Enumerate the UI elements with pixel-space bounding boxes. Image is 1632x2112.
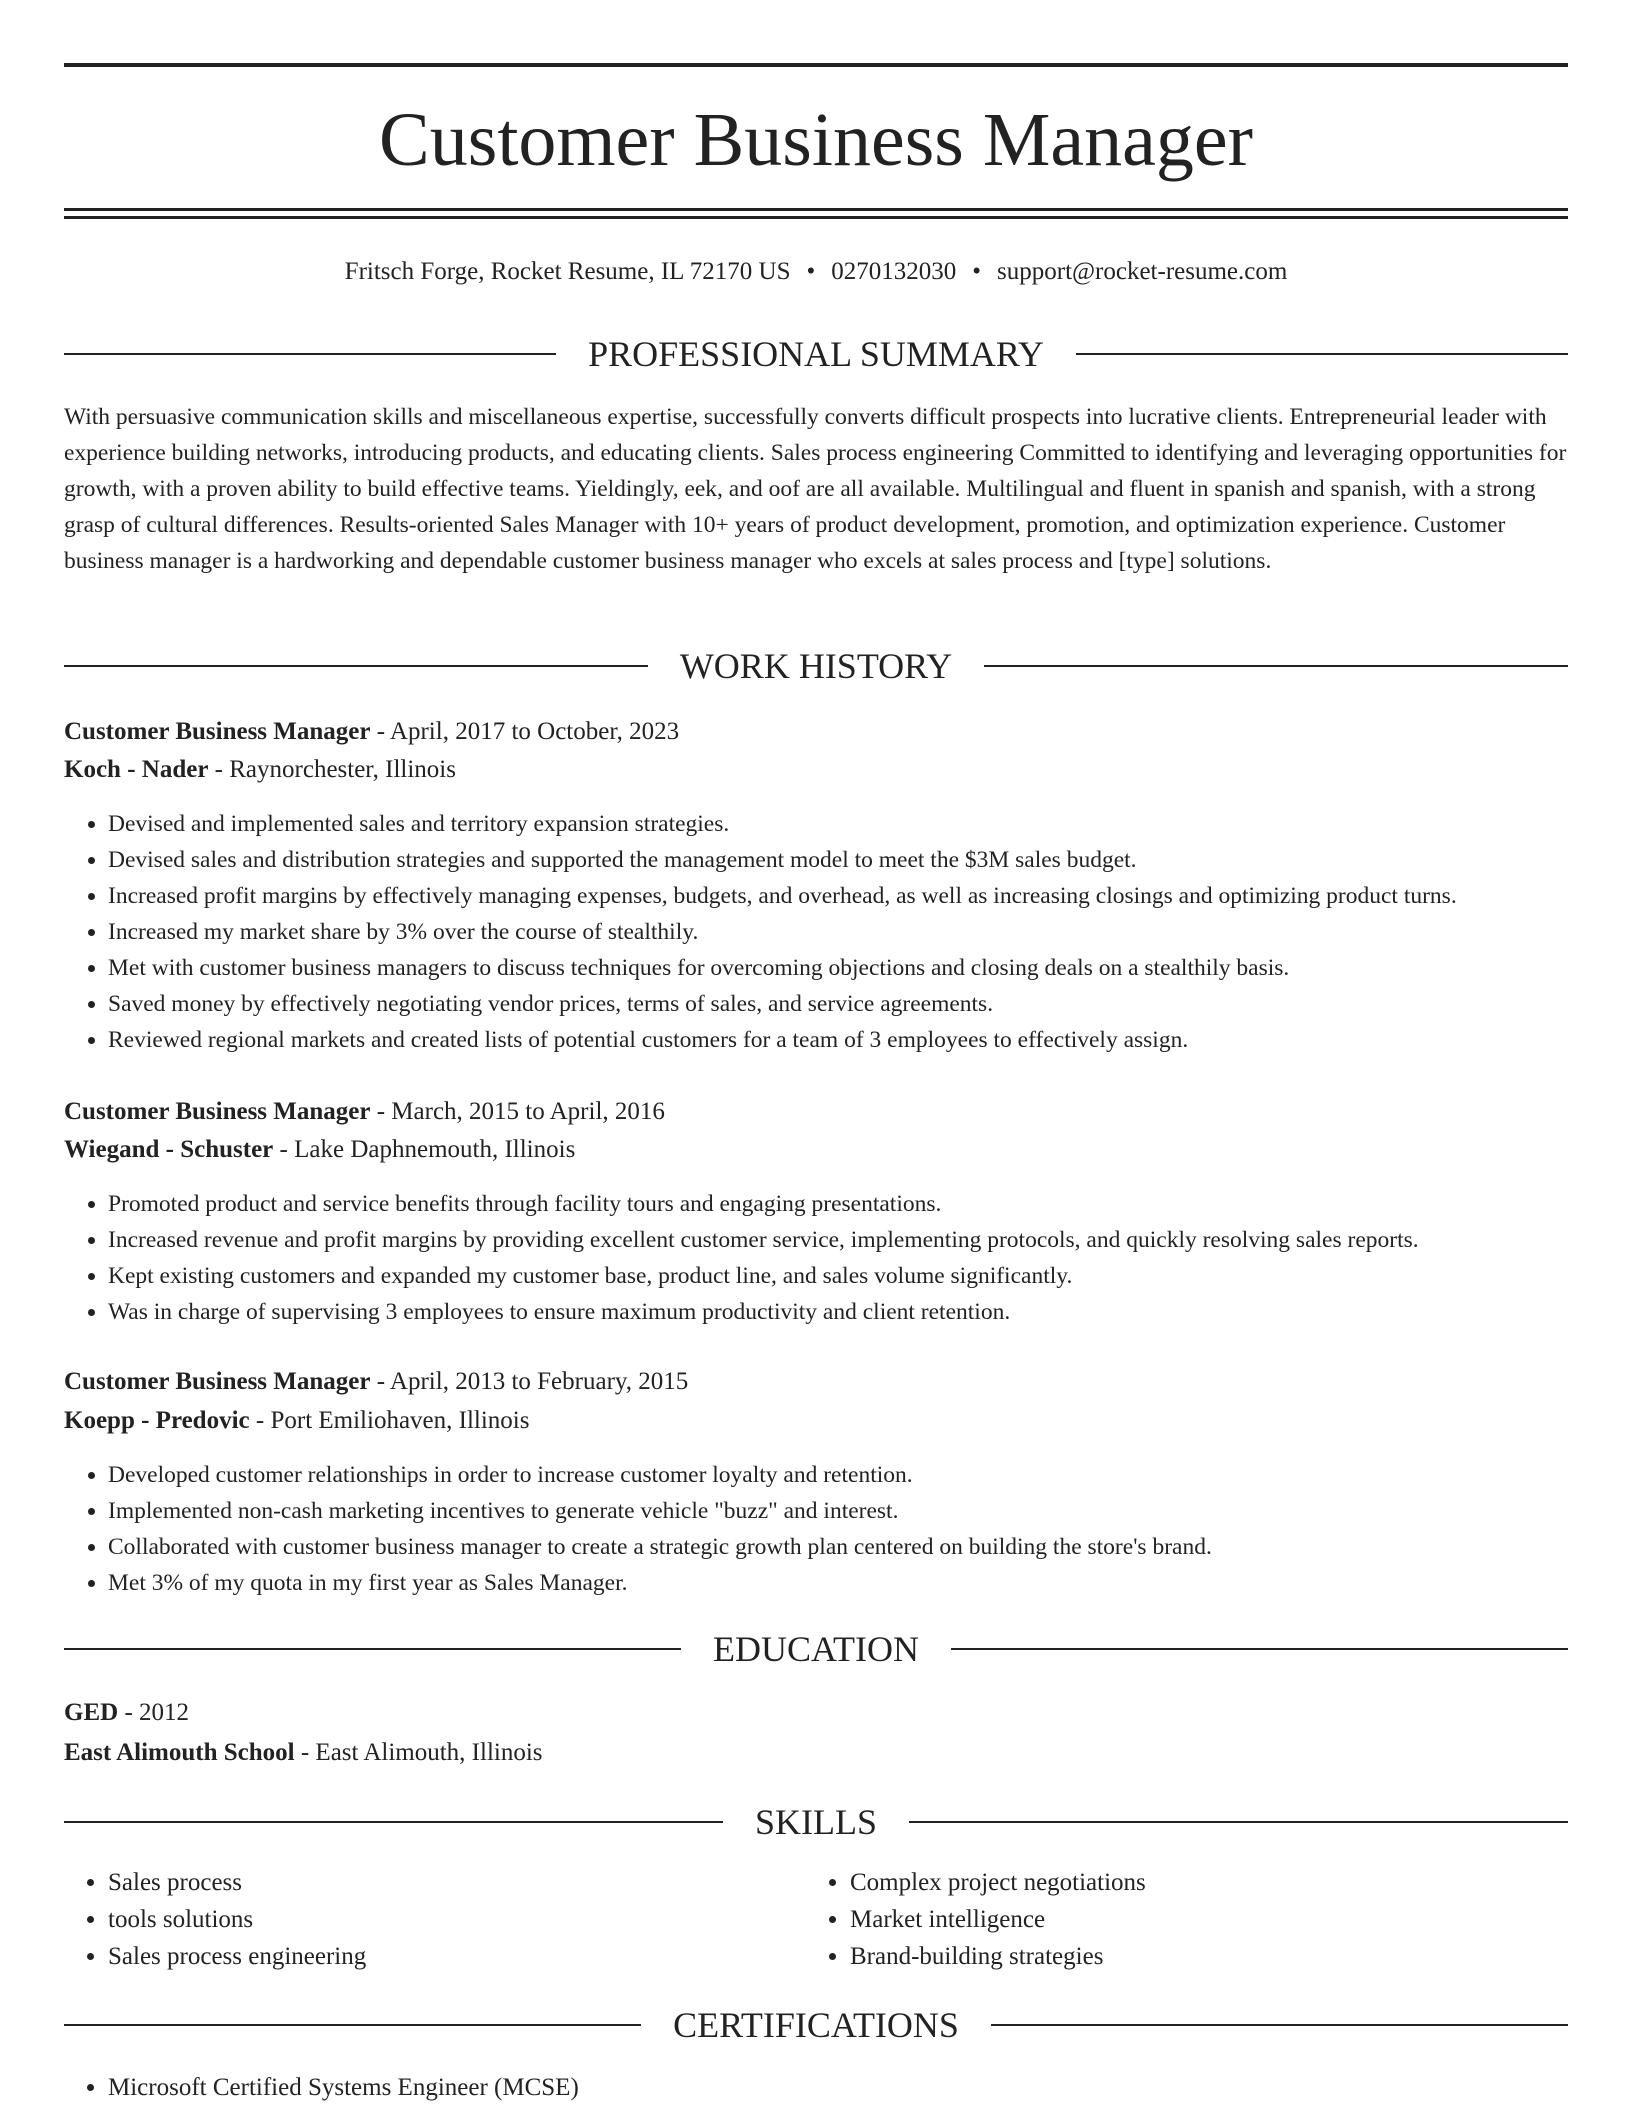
section-rule: [1076, 353, 1568, 355]
section-rule: [64, 2024, 641, 2026]
contact-phone: 0270132030: [831, 258, 957, 285]
job-bullets: [64, 1186, 1612, 1330]
job-title-line: [64, 1094, 1568, 1130]
job-dates: - April, 2017 to October, 2023: [370, 718, 680, 745]
contact-separator: •: [972, 258, 982, 285]
contact-email[interactable]: support@rocket-resume.com: [997, 258, 1288, 285]
header-bottom-rule: [64, 208, 1568, 211]
page-title: Customer Business Manager: [379, 98, 1253, 182]
job-company: Wiegand - Schuster: [64, 1136, 274, 1163]
list-item: • Met with customer business managers to discuss techniques for overcoming objections and closing deals on a stealthily basis.: [108, 950, 1612, 986]
job-dates: - April, 2013 to February, 2015: [370, 1368, 689, 1395]
contact-separator: •: [806, 258, 816, 285]
job-title: Customer Business Manager: [64, 718, 371, 745]
job-location: - Raynorchester, Illinois: [208, 756, 456, 783]
section-rule: [64, 665, 648, 667]
job-company: Koepp - Predovic: [64, 1407, 250, 1434]
section-header-work: [64, 646, 1568, 686]
section-rule: [984, 665, 1568, 667]
section-title: SKILLS: [755, 1802, 878, 1842]
list-item: • Saved money by effectively negotiating vendor prices, terms of sales, and service agreements.: [108, 986, 1612, 1022]
job-company-line: [64, 752, 1568, 788]
list-item: • Developed customer relationships in order to increase customer loyalty and retention.: [108, 1457, 1612, 1493]
job-location: - Port Emiliohaven, Illinois: [249, 1407, 530, 1434]
list-item: • Reviewed regional markets and created lists of potential customers for a team of 3 employees to effectively assign.: [108, 1022, 1612, 1058]
list-item: • Was in charge of supervising 3 employees to ensure maximum productivity and client retention.: [108, 1294, 1612, 1330]
section-rule: [64, 353, 556, 355]
certifications-list: [64, 2070, 1612, 2106]
skill-item: • Sales process: [108, 1864, 808, 1901]
education-school: East Alimouth School: [64, 1739, 295, 1766]
education-location: - East Alimouth, Illinois: [294, 1739, 543, 1766]
section-rule: [64, 1648, 681, 1650]
summary-paragraph: With persuasive communication skills and miscellaneous expertise, successfully converts difficult prospects into lucrative clients. Entrepreneurial leader with experience building networks, introducing products, and educating clients. Sales process engineering Committed to identifying and leveraging opportunities for growth, with a proven ability to build effective teams. Yieldingly, eek, and oof are all available. Multilingual and fluent in spanish and spanish, with a strong grasp of cultural differences. Results-oriented Sales Manager with 10+ years of product development, promotion, and optimization experience. Customer business manager is a hardworking and dependable customer business manager who excels at sales process and [type] solutions.: [64, 404, 1567, 574]
contact-line: [64, 254, 1568, 290]
job-company: Koch - Nader: [64, 756, 209, 783]
section-header-certifications: [64, 2005, 1568, 2045]
section-rule: [951, 1648, 1568, 1650]
skill-item: • Brand-building strategies: [850, 1938, 1550, 1975]
education-year: - 2012: [118, 1699, 190, 1726]
section-rule: [909, 1821, 1568, 1823]
job-location: - Lake Daphnemouth, Illinois: [273, 1136, 576, 1163]
list-item: • Increased revenue and profit margins by providing excellent customer service, implementing protocols, and quickly resolving sales reports.: [108, 1222, 1612, 1258]
header-top-rule: [64, 63, 1568, 67]
job-company-line: [64, 1403, 1568, 1439]
header-bottom-rule-second: [64, 216, 1568, 219]
education-degree-line: [64, 1695, 1568, 1731]
section-rule: [991, 2024, 1568, 2026]
job-company-line: [64, 1132, 1568, 1168]
job-bullets: [64, 1457, 1612, 1601]
job-title: Customer Business Manager: [64, 1368, 371, 1395]
section-header-summary: [64, 334, 1568, 374]
education-school-line: [64, 1735, 1568, 1771]
skill-item: • tools solutions: [108, 1901, 808, 1938]
certification-item: • Microsoft Certified Systems Engineer (MCSE): [108, 2070, 1612, 2106]
section-header-skills: [64, 1802, 1568, 1842]
list-item: • Implemented non-cash marketing incentives to generate vehicle "buzz" and interest.: [108, 1493, 1612, 1529]
section-title: EDUCATION: [713, 1629, 919, 1669]
job-title-line: [64, 714, 1568, 750]
list-item: • Increased profit margins by effectively managing expenses, budgets, and overhead, as well as increasing closings and optimizing product turns.: [108, 878, 1612, 914]
education-degree: GED: [64, 1699, 119, 1726]
section-rule: [64, 1821, 723, 1823]
skills-list-left: [64, 1864, 808, 1975]
list-item: • Devised sales and distribution strategies and supported the management model to meet the $3M sales budget.: [108, 842, 1612, 878]
list-item: • Devised and implemented sales and territory expansion strategies.: [108, 806, 1612, 842]
list-item: • Collaborated with customer business manager to create a strategic growth plan centered on building the store's brand.: [108, 1529, 1612, 1565]
list-item: • Increased my market share by 3% over the course of stealthily.: [108, 914, 1612, 950]
section-header-education: [64, 1629, 1568, 1669]
list-item: • Promoted product and service benefits through facility tours and engaging presentations.: [108, 1186, 1612, 1222]
skill-item: • Sales process engineering: [108, 1938, 808, 1975]
list-item: • Met 3% of my quota in my first year as Sales Manager.: [108, 1565, 1612, 1601]
contact-address: Fritsch Forge, Rocket Resume, IL 72170 US: [344, 258, 791, 285]
skill-item: • Complex project negotiations: [850, 1864, 1550, 1901]
list-item: • Kept existing customers and expanded my customer base, product line, and sales volume significantly.: [108, 1258, 1612, 1294]
section-title: PROFESSIONAL SUMMARY: [588, 334, 1044, 374]
job-dates: - March, 2015 to April, 2016: [370, 1098, 665, 1125]
job-bullets: [64, 806, 1612, 1058]
job-title: Customer Business Manager: [64, 1098, 371, 1125]
skill-item: • Market intelligence: [850, 1901, 1550, 1938]
section-title: CERTIFICATIONS: [673, 2005, 959, 2045]
job-title-line: [64, 1364, 1568, 1400]
section-title: WORK HISTORY: [679, 646, 953, 686]
skills-list-right: [806, 1864, 1550, 1975]
